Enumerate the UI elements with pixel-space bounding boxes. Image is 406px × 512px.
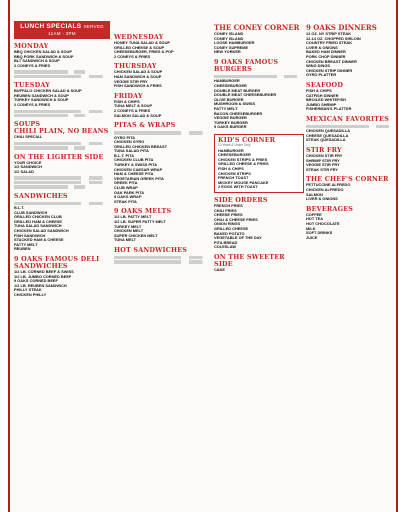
list-item: MICKEY MOUSE PANCAKE — [218, 180, 269, 185]
list-item: LIVER & ONIONS — [306, 45, 338, 50]
list-item: 2 EGGS WITH TOAST — [218, 185, 258, 190]
list-item: VEGGIE STIR FRY — [306, 163, 340, 168]
list-item: TUNA MELT & SOUP — [114, 104, 153, 109]
list-item: REUBEN SANDWICH & SOUP — [14, 93, 69, 98]
list-item: CHICKEN STRIPS — [218, 171, 251, 176]
menu-column-1 — [14, 0, 110, 512]
list-item: BACON CHEESEBURGER — [214, 111, 263, 116]
list-item: 9 OAKS CORNED BEEF — [14, 279, 58, 284]
section-title: PITAS & WRAPS — [114, 121, 176, 130]
list-item: CHICKEN STRIP DINNER — [306, 68, 353, 73]
list-item: REUBEN — [14, 247, 31, 252]
list-item: CHEESEBURGER — [214, 83, 247, 88]
stir-fry-section — [306, 147, 396, 172]
list-item: GYRO PITA — [114, 135, 136, 140]
list-item: SUPER CHICKEN MELT — [114, 233, 158, 238]
list-item: GRILLED CHICKEN BREAST — [114, 144, 167, 149]
burgers-section — [214, 59, 304, 130]
section-title: 9 OAKS FAMOUS BURGERS — [214, 57, 279, 73]
list-item: GRILLED CHEESE & FRIES — [218, 162, 269, 167]
list-item: CHILI SPECIAL — [14, 135, 43, 140]
list-item: 9 OAKS BURGER — [214, 125, 247, 130]
list-item: BROILED WHITEFISH — [306, 98, 346, 103]
list-item: CONEY ISLAND — [214, 36, 244, 41]
list-item: BBQ PORK SANDWICH & SOUP — [14, 54, 74, 59]
list-item: 2 CONEYS & FRIES — [14, 102, 51, 107]
list-item: CHILI & CHEESE FRIES — [214, 217, 258, 222]
sweeter-side-section — [214, 254, 304, 273]
list-item: SOFT DRINKS — [306, 231, 333, 236]
list-item: TUNA SALAD PITA — [114, 149, 149, 154]
list-item: 1/2 LB. REUBEN SANDWICH — [14, 283, 67, 288]
list-item: CHICKEN STIR FRY — [306, 154, 343, 159]
lunch-specials-banner — [14, 21, 110, 39]
list-item: CLUB WRAP — [114, 186, 138, 191]
list-item: MUSHROOM & SWISS — [214, 102, 256, 107]
list-item: FETTUCCINE ALFREDO — [306, 183, 351, 188]
list-item: SHRIMP STIR FRY — [306, 158, 340, 163]
list-item: CHEESE FRIES — [214, 213, 243, 218]
list-item: CHEESEBURGER, FRIES & POP — [114, 50, 174, 55]
beverages-section — [306, 206, 396, 241]
list-item: COLESLAW — [214, 245, 237, 250]
list-item: TUNA MELT — [114, 238, 137, 243]
list-item: CHICKEN ALFREDO — [306, 188, 344, 193]
list-item: SALMON — [306, 192, 323, 197]
list-item: TURKEY MELT — [114, 224, 142, 229]
list-item: OLIVE BURGER — [214, 97, 244, 102]
section-title: ON THE LIGHTER SIDE — [14, 152, 104, 161]
list-item: 1/2 SANDWICH — [14, 165, 42, 170]
list-item: 12-14 OZ. CHOPPED SIRLOIN — [306, 36, 361, 41]
list-item: SALMON SALAD & SOUP — [114, 113, 162, 118]
wednesday-specials — [114, 34, 210, 59]
list-item: CHICKEN QUESADILLA — [306, 129, 351, 134]
list-item: TURKEY BURGER — [214, 120, 248, 125]
section-title: 9 OAKS FAMOUS DELI SANDWICHES — [14, 254, 100, 270]
section-title: STIR FRY — [306, 146, 342, 155]
list-item: FISH SANDWICH & FRIES — [114, 84, 162, 89]
section-title: TUESDAY — [14, 81, 50, 90]
list-item: PATTY MELT — [214, 106, 238, 111]
list-item: BLT SANDWICH & SOUP — [14, 59, 60, 64]
list-item: WING DINGS — [306, 64, 330, 69]
list-item: TURKEY & SWISS PITA — [114, 163, 158, 168]
deli-sandwiches-section — [14, 256, 110, 298]
list-item: 2 CONEYS & FRIES — [114, 54, 151, 59]
list-item: B.L.T. PITA — [114, 153, 135, 158]
list-item: VEGETABLE OF THE DAY — [214, 236, 262, 241]
list-item: CHICKEN PHILLY — [14, 292, 47, 297]
kids-note: 10 Years & Under Only — [218, 142, 251, 147]
soups-section — [14, 121, 110, 149]
list-item: PORK CHOP DINNER — [306, 54, 346, 59]
list-item: STEAK QUESADILLA — [306, 138, 346, 143]
list-item: 12 OZ. NY STRIP STEAK — [306, 32, 352, 36]
side-orders-section — [214, 197, 304, 250]
list-item: GRILLED HAM & CHEESE — [14, 219, 62, 224]
list-item: 1/2 LB. CORNED BEEF & SWISS — [14, 269, 74, 274]
list-item: HONEY TUNA SALAD & SOUP — [114, 41, 170, 45]
section-title: BEVERAGES — [306, 204, 354, 213]
list-item: CHICKEN SALAD SANDWICH — [14, 229, 69, 233]
list-item: 2 CONEYS & FRIES — [114, 108, 151, 113]
menu-column-3 — [214, 0, 304, 512]
list-item: DOUBLE MEAT CHEESEBURGER — [214, 93, 277, 98]
list-item: STEAK STIR FRY — [306, 167, 338, 172]
section-title: ON THE SWEETER SIDE — [214, 252, 285, 268]
section-title: HOT SANDWICHES — [114, 245, 188, 254]
list-item: JUICE — [306, 235, 318, 240]
mexican-section — [306, 116, 396, 143]
list-item: HOT CHOCOLATE — [306, 222, 340, 227]
list-item: CHICKEN CAESAR WRAP — [114, 167, 163, 172]
list-item: BBQ CHICKEN SALAD & SOUP — [14, 50, 72, 54]
list-item: DOUBLE MEAT BURGER — [214, 88, 261, 93]
list-item: FISH SANDWICH — [14, 233, 46, 238]
list-item: TUNA SALAD SANDWICH — [14, 224, 62, 229]
list-item: CHICKEN CLUB PITA — [114, 158, 154, 163]
list-item: VEGETARIAN GREEK PITA — [114, 176, 164, 181]
list-item: JUMBO SHRIMP — [306, 102, 337, 107]
list-item: COUNTRY FRIED STEAK — [306, 41, 353, 46]
list-item: BUFFALO CHICKEN SALAD & SOUP — [14, 89, 82, 94]
chefs-corner-section — [306, 176, 396, 201]
section-title: SIDE ORDERS — [214, 196, 268, 205]
list-item: CONEY ISLAND — [214, 32, 244, 36]
list-item: PATTY MELT — [14, 242, 38, 247]
section-title: SEAFOOD — [306, 80, 344, 89]
list-item: 1/2 LB. JUMBO CORNED BEEF — [14, 274, 72, 279]
list-item: GRILLED CHICKEN CLUB — [14, 215, 62, 220]
list-item: TURKEY SANDWICH & SOUP — [14, 98, 69, 103]
banner-title: LUNCH SPECIALS — [20, 23, 82, 30]
list-item: FISHERMAN'S PLATTER — [306, 107, 352, 112]
list-item: YOUR CHOICE — [14, 160, 42, 165]
list-item: GRILLED CHEESE — [214, 227, 249, 231]
thursday-specials — [114, 63, 210, 88]
list-item: PHILLY STEAK — [14, 288, 42, 293]
section-title: FRIDAY — [114, 91, 143, 100]
list-item: CHEESE QUESADILLA — [306, 133, 349, 138]
melts-section — [114, 208, 210, 243]
seafood-section — [306, 82, 396, 112]
list-item: CHEESEBURGER — [218, 153, 251, 158]
list-item: STEAK PITA — [114, 199, 137, 204]
hot-sandwiches-section — [114, 247, 210, 264]
monday-specials — [14, 43, 110, 78]
section-title: THURSDAY — [114, 62, 157, 71]
list-item: FISH & CHIPS — [218, 167, 244, 172]
list-item: BAKED HAM DINNER — [306, 50, 346, 55]
list-item: VEGGIE BURGER — [214, 116, 247, 121]
list-item: LIVER & ONIONS — [306, 197, 338, 202]
list-item: HOT TEA — [306, 217, 324, 222]
list-item: FISH & CHIPS — [306, 88, 332, 93]
list-item: BAKED POTATO — [214, 231, 245, 236]
list-item: CATFISH DINNER — [306, 93, 339, 98]
section-title: SANDWICHES — [14, 191, 68, 200]
list-item: ONION RINGS — [214, 222, 241, 227]
list-item: 1/2 LB. SUPER PATTY MELT — [114, 220, 166, 225]
banner-subtitle: SERVED 11AM - 3PM — [48, 24, 104, 36]
list-item: FRENCH TOAST — [218, 176, 249, 181]
list-item: COFFEE — [306, 212, 322, 217]
friday-specials — [114, 93, 210, 118]
coney-corner-title: THE CONEY CORNER — [214, 23, 300, 32]
section-title: KID'S CORNER — [218, 135, 276, 144]
list-item: CHILI FRIES — [214, 208, 237, 213]
list-item: MILK — [306, 226, 316, 231]
list-item: GYRO PLATTER — [306, 73, 337, 78]
list-item: FISH & CHIPS — [114, 99, 140, 104]
section-title: MEXICAN FAVORITES — [306, 114, 390, 123]
lighter-side-section — [14, 154, 110, 189]
section-title: WEDNESDAY — [114, 33, 164, 41]
list-item: HAM & CHEESE PITA — [114, 172, 154, 177]
list-item: VEGGIE STIR FRY — [114, 79, 148, 84]
list-item: STACKED HAM & CHEESE — [14, 238, 64, 243]
list-item: PITA BREAD — [214, 240, 238, 245]
list-item: 9 OAKS WRAP — [114, 195, 142, 200]
list-item: LOOSE HAMBURGER — [214, 41, 255, 46]
list-item: CHICKEN BREAST DINNER — [306, 59, 357, 64]
menu-column-2 — [114, 0, 210, 512]
list-item: CAKE — [214, 267, 226, 272]
list-item: GRILLED CHEESE & SOUP — [114, 45, 165, 50]
list-item: NEW YORKER — [214, 50, 241, 55]
list-item: CHICKEN GYRO — [114, 140, 145, 145]
list-item: B.L.T. — [14, 206, 25, 211]
list-item: CHICKEN MELT — [114, 229, 144, 234]
list-item: HAMBURGER — [214, 79, 240, 84]
tuesday-specials — [14, 82, 110, 117]
list-item: CONEY SUPREME — [214, 45, 249, 50]
section-title: SOUPS — [14, 120, 41, 129]
list-item: CHICKEN SALAD & SOUP — [114, 70, 163, 75]
menu-page — [8, 0, 398, 512]
section-title: 9 OAKS MELTS — [114, 207, 172, 216]
menu-column-4 — [306, 0, 396, 512]
list-item: GREEK PITA — [114, 181, 138, 186]
list-item: HAMBURGER — [218, 148, 244, 153]
pitas-wraps-section — [114, 122, 210, 204]
kids-corner-box — [214, 134, 304, 193]
list-item: CHICKEN STRIPS & FRIES — [218, 157, 268, 162]
dinners-title: 9 OAKS DINNERS — [306, 23, 377, 32]
sandwiches-section — [14, 193, 110, 252]
list-item: 2 CONEYS & FRIES — [14, 63, 51, 68]
list-item: 1/2 SALAD — [14, 169, 34, 174]
list-item: 1/2 LB. PATTY MELT — [114, 215, 152, 220]
section-title: MONDAY — [14, 42, 49, 50]
section-title: THE CHEF'S CORNER — [306, 175, 389, 184]
list-item: FRENCH FRIES — [214, 204, 243, 209]
list-item: OAK PARK PITA — [114, 190, 145, 195]
chili-title: CHILI PLAIN, NO BEANS — [14, 127, 109, 136]
list-item: HAM SANDWICH & SOUP — [114, 74, 162, 79]
list-item: CLUB SANDWICH — [14, 210, 48, 215]
